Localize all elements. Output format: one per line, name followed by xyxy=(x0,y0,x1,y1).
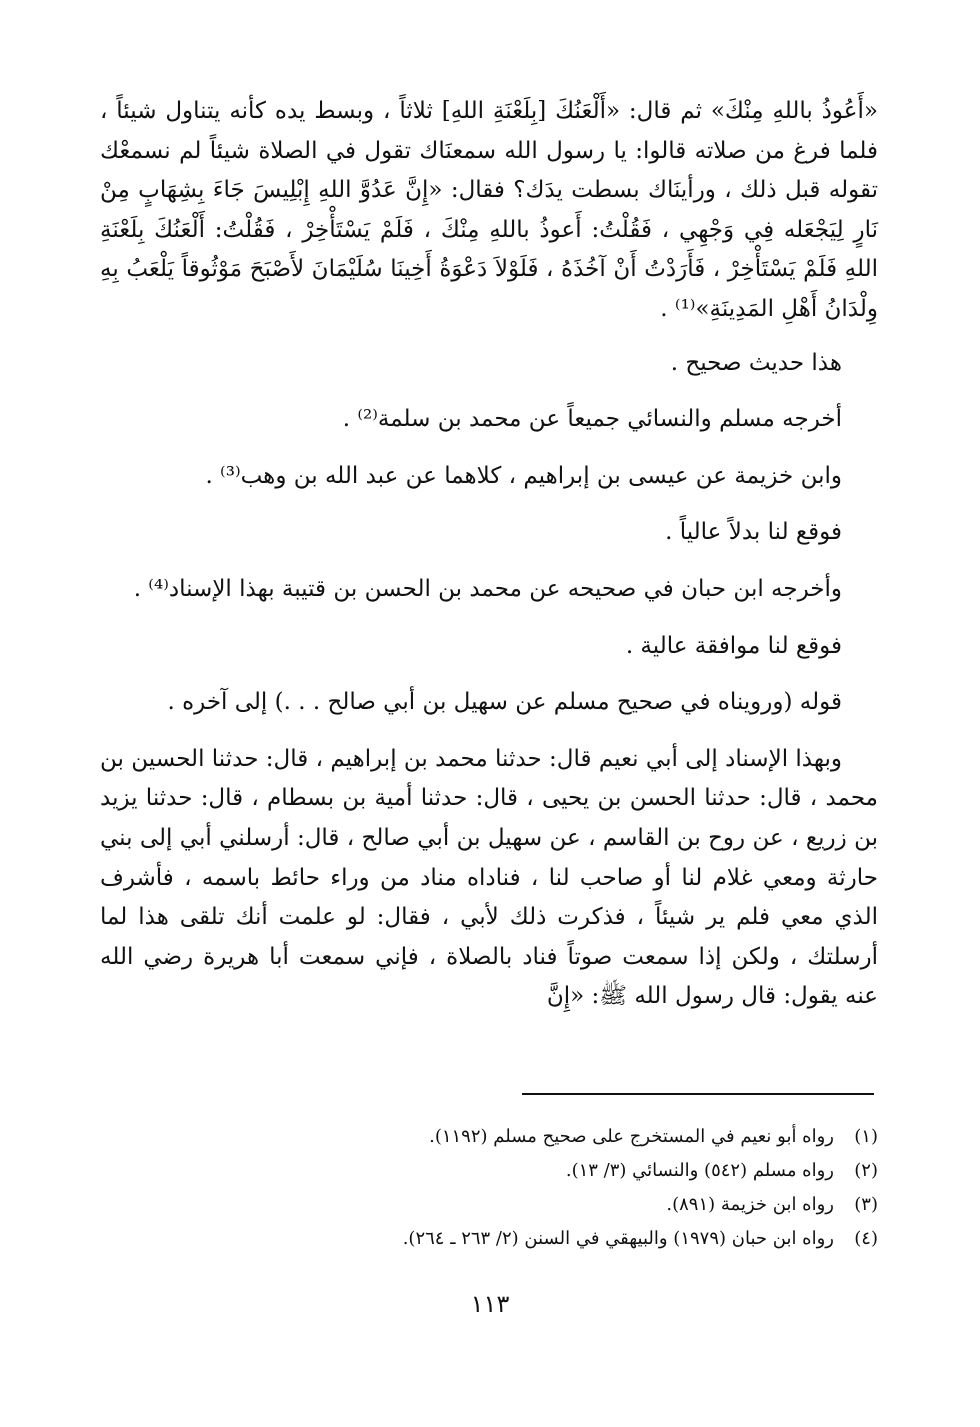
page-number: ١١٣ xyxy=(470,1290,510,1318)
footnote-item xyxy=(150,1154,878,1188)
isnad-paragraph: وبهذا الإسناد إلى أبي نعيم قال: حدثنا محمد بن إبراهيم ، قال: حدثنا الحسين بن محمد ، قال: حدثنا الحسن بن يحيى ، قال: حدثنا أمية بن بسطام ، قال: حدثنا يزيد بن زريع ، عن روح بن القاسم ، عن سهيل بن أبي صالح ، قال: أرسلني أبي إلى بني حارثة ومعي غلام لنا أو صاحب لنا ، فناداه مناد من وراء حائط باسمه ، فأشرف الذي معي فلم ير شيئاً ، فذكرت ذلك لأبي ، فقال: لو علمت أنك تلقى هذا لما أرسلتك ، ولكن إذا سمعت صوتاً فناد بالصلاة ، فإني سمعت أبا هريرة رضي الله عنه يقول: قال رسول الله ﷺ: «إِنَّ xyxy=(100,745,878,1010)
takhrij-line: فوقع لنا بدلاً عالياً . xyxy=(665,519,842,546)
footnote-text: رواه ابن خزيمة (٨٩١). xyxy=(666,1194,834,1215)
main-text xyxy=(100,92,878,1017)
footnote-number: (٣) xyxy=(854,1194,878,1215)
quote-heading-line: قوله (ورويناه في صحيح مسلم عن سهيل بن أبي صالح . . .) إلى آخره . xyxy=(167,689,842,716)
footnote-item xyxy=(150,1120,878,1154)
footnote-number: (١) xyxy=(854,1126,878,1147)
footnote-number: (٢) xyxy=(854,1160,878,1181)
footnote-text: رواه مسلم (٥٤٢) والنسائي (٣/ ١٣). xyxy=(565,1160,834,1181)
hadith-paragraph: «أَعُوذُ باللهِ مِنْكَ» ثم قال: «أَلْعَنُكَ [بِلَعْنَةِ اللهِ] ثلاثاً ، وبسط يده كأنه يتناول شيئاً ، فلما فرغ من صلاته قالوا: يا رسول الله سمعنَاك تقول في الصلاة شيئاً لم نسمعْك تقوله قبل ذلك ، ورأينَاك بسطت يدَك؟ فقال: «إِنَّ عَدُوَّ اللهِ إِبْلِيسَ جَاءَ بِشِهَابٍ مِنْ نَارٍ لِيَجْعَله فِي وَجْهِي ، فَقُلْتُ: أَعوذُ باللهِ مِنْكَ ، فَلَمْ يَسْتَأْخِرْ ، فَقُلْتُ: أَلْعَنُكَ بِلَعْنَةِ اللهِ فَلَمْ يَسْتَأْخِرْ ، فَأَرَدْتُ أَنْ آخُذَهُ ، فَلَوْلاَ دَعْوَةُ أَخِينَا سُلَيْمَانَ لأَصْبَحَ مَوْثُوقاً يَلْعَبُ بِهِ وِلْدَانُ أَهْلِ المَدِينَةِ»⁽¹⁾ . xyxy=(100,98,878,322)
footnote-text: رواه ابن حبان (١٩٧٩) والبيهقي في السنن (٢/ ٢٦٣ ـ ٢٦٤). xyxy=(402,1228,834,1249)
footnote-separator xyxy=(522,1093,874,1095)
footnote-text: رواه أبو نعيم في المستخرج على صحيح مسلم (١١٩٢). xyxy=(429,1126,834,1147)
footnote-number: (٤) xyxy=(854,1228,878,1249)
footnote-item xyxy=(150,1188,878,1222)
footnotes xyxy=(150,1120,878,1256)
footnote-item xyxy=(150,1222,878,1256)
takhrij-line: فوقع لنا موافقة عالية . xyxy=(625,632,842,659)
grading-line: هذا حديث صحيح . xyxy=(670,349,842,376)
takhrij-line: وابن خزيمة عن عيسى بن إبراهيم ، كلاهما عن عبد الله بن وهب⁽³⁾ . xyxy=(205,462,842,489)
takhrij-line: وأخرجه ابن حبان في صحيحه عن محمد بن الحسن بن قتيبة بهذا الإسناد⁽⁴⁾ . xyxy=(133,575,842,602)
takhrij-line: أخرجه مسلم والنسائي جميعاً عن محمد بن سلمة⁽²⁾ . xyxy=(342,406,842,433)
